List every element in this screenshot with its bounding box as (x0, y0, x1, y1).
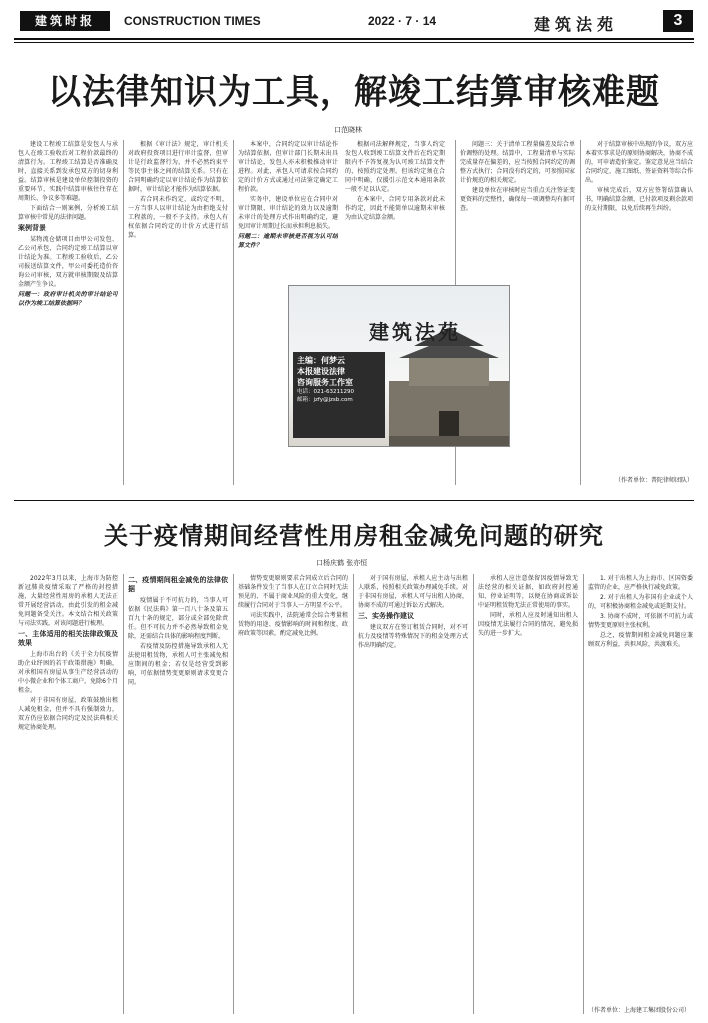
question-heading: 问题一：政府审计机关的审计结论可以作为竣工结算依据吗？ (18, 291, 118, 307)
paragraph: 司法实践中，法院通常会综合考量租赁物的用途、疫情影响的时间和程度、政府政策等因素，酌定减免比例。 (238, 612, 348, 637)
banner-title: 建筑法苑 (369, 320, 461, 344)
paragraph: 1. 对于出租人为上海市、区国资委监管的企业，应严格执行减免政策。 (588, 575, 693, 591)
paragraph: 2022年3月以来，上海市为防控新冠肺炎疫情采取了严格的封控措施，大量经营性用房的承租人无法正常开展经营活动，由此引发的租金减免问题备受关注。本文结合相关政策与司法实践，对该问题进行梳理。 (18, 575, 118, 627)
paragraph: 根据司法解释规定，当事人约定发包人收到竣工结算文件后在约定期限内不予答复视为认可竣工结算文件的，按照约定处理。但该约定须在合同中明确，仅援引示范文本通用条款一般不足以认定。 (345, 141, 445, 193)
section-divider (14, 500, 694, 501)
article2-column-3 (238, 574, 348, 1014)
paragraph: 建设工程竣工结算是发包人与承包人在竣工验收后对工程价款最终的清算行为。工程竣工结算是否准确及时，直接关系到发承包双方的切身利益。结算审核是建设单位控制投资的重要环节，实践中结算审核往往存在周期长、争议多等难题。 (18, 141, 118, 202)
paragraph: 根据《审计法》规定，审计机关对政府投资项目进行审计监督，但审计是行政监督行为，并不必然约束平等民事主体之间的结算关系。只有在合同明确约定以审计结论作为结算依据时，审计结论才能作为结算依据。 (128, 141, 228, 193)
article2-byline: 口杨庆鹤 张亦恒 (316, 559, 368, 567)
paragraph: 上海市出台的《关于全力抗疫情助企业纾困的若干政策措施》明确，对承租国有房屋从事生产经营活动的中小微企业和个体工商户，免除6个月租金。 (18, 651, 118, 694)
question-heading: 问题二：逾期未审核是否视为认可结算文件？ (238, 233, 338, 249)
paragraph: 总之，疫情期间租金减免问题应兼顾双方利益，共担风险，共渡难关。 (588, 632, 693, 648)
paragraph: 实务中，建设单位应在合同中对审计期限、审计结论的效力以及逾期未审计的处理方式作出明确约定，避免因审计周期过长而承担利息损失。 (238, 196, 338, 230)
masthead-rule-thin (14, 42, 694, 43)
paragraph: 若疫情及防控措施导致承租人无法使用租赁物，承租人可主张减免相应期间的租金；若仅是经营受到影响，可依据情势变更原则请求变更合同。 (128, 643, 228, 686)
article2-column-6 (588, 574, 693, 999)
paragraph: 若合同未作约定，或约定不明，一方当事人以审计结论为由拒绝支付工程款的，一般不予支持。承包人有权依据合同约定的计价方式进行结算。 (128, 196, 228, 239)
paragraph: 对于结算审核中出现的争议，双方应本着实事求是的原则协商解决，协商不成的，可申请造价鉴定。鉴定意见应当结合合同约定、施工图纸、签证资料等综合作出。 (585, 141, 693, 184)
paragraph: 某物流仓储项目由甲公司发包、乙公司承包，合同约定竣工结算以审计结论为准。工程竣工验收后，乙公司报送结算文件，甲公司委托造价咨询公司审核，双方就审核期限及结算金额产生争议。 (18, 236, 118, 288)
column-divider (233, 574, 234, 1014)
paragraph: 对于国有房屋，承租人应主动与出租人联系，按照相关政策办理减免手续。对于非国有房屋，承租人可与出租人协商，协商不成的可通过诉讼方式解决。 (358, 575, 468, 609)
paragraph: 建设单位在审核时应当重点关注签证变更资料的完整性，确保每一项调整均有据可查。 (460, 187, 575, 212)
article2-column-4 (358, 574, 468, 1014)
column-divider (123, 574, 124, 1014)
masthead (0, 0, 708, 38)
column-divider (233, 140, 234, 485)
article1-column-6 (585, 140, 693, 470)
paragraph: 建议双方在签订租赁合同时，对不可抗力及疫情等特殊情况下的租金处理方式作出明确约定。 (358, 624, 468, 649)
section-heading: 二、疫情期间租金减免的法律依据 (128, 576, 228, 593)
section-heading: 案例背景 (18, 224, 46, 232)
paper-name: CONSTRUCTION TIMES (124, 14, 261, 28)
article2-headline: 关于疫情期间经营性用房租金减免问题的研究 (104, 522, 604, 550)
article2-column-2 (128, 574, 228, 1014)
paragraph: 承租人应注意保留因疫情导致无法经营的相关证据，如政府封控通知、停业证明等，以便在协商或诉讼中证明租赁物无法正常使用的事实。 (478, 575, 578, 609)
paragraph: 本案中，合同约定以审计结论作为结算依据，但审计部门长期未出具审计结论，发包人亦未积极推动审计进程。对此，承包人可请求按合同约定的计价方式或通过司法鉴定确定工程价款。 (238, 141, 338, 193)
editor-info: 主编：何梦云 本报建设法律 咨询服务工作室 (297, 356, 353, 387)
column-divider (580, 140, 581, 485)
paragraph: 疫情属于不可抗力的，当事人可依据《民法典》第一百八十条及第五百九十条的规定，部分或全部免除责任。但不可抗力并不必然导致租金免除，还需结合具体的影响程度判断。 (128, 597, 228, 640)
article2-column-1 (18, 574, 118, 1014)
paragraph: 审核完成后，双方应签署结算确认书，明确结算金额、已付款项及剩余款项的支付期限，以免后续再生纠纷。 (585, 187, 693, 212)
article2-column-5 (478, 574, 578, 1014)
paragraph: 情势变更原则要求合同成立后合同的基础条件发生了当事人在订立合同时无法预见的、不属于商业风险的重大变化，继续履行合同对于当事人一方明显不公平。 (238, 575, 348, 609)
article1-column-4 (345, 140, 445, 280)
article1-headline: 以法律知识为工具，解竣工结算审核难题 (48, 71, 660, 113)
column-divider (473, 574, 474, 1014)
paragraph: 下面结合一则案例，分析竣工结算审核中常见的法律问题。 (18, 205, 118, 221)
newspaper-logo: 建筑时报 (20, 11, 110, 31)
section-heading: 一、主体适用的相关法律政策及效果 (18, 630, 118, 647)
column-divider (583, 574, 584, 1014)
column-divider (353, 574, 354, 1014)
page-number: 3 (663, 10, 693, 32)
section-name: 建筑法苑 (534, 15, 619, 34)
article1-author-note: （作者单位：普陀律师团队） (615, 477, 694, 484)
paragraph: 2. 对于出租人为非国有企业或个人的，可积极协商租金减免或延期支付。 (588, 594, 693, 610)
paragraph: 问题三：关于清单工程量偏差及综合单价调整的处理。结算中，工程量清单与实际完成量存在偏差的，应当按照合同约定的调整方式执行；合同没有约定的，可参照国家计价规范的相关规定。 (460, 141, 575, 184)
article1-column-1 (18, 140, 118, 485)
publication-date: 2022 · 7 · 14 (368, 14, 437, 28)
article2-author-note: （作者单位：上海建工集团股份公司） (588, 1007, 691, 1014)
paragraph: 在本案中，合同专用条款对此未作约定，因此不能简单以逾期未审核为由认定结算金额。 (345, 196, 445, 221)
paragraph: 3. 协商不成时，可依据不可抗力或情势变更原则主张权利。 (588, 613, 693, 629)
article1-column-3 (238, 140, 338, 280)
editor-info-box (293, 352, 385, 438)
contact-info: 电话：021-63211290 邮箱：jzfy@jzsb.com (297, 389, 354, 403)
article1-column-2 (128, 140, 228, 485)
paragraph: 对于非国有房屋，政策鼓励出租人减免租金，但并不具有强制效力，双方仍应依据合同约定及民法典相关规定协商处理。 (18, 697, 118, 731)
article1-byline: 口范晓林 (334, 126, 362, 134)
section-banner-photo (288, 285, 510, 447)
paragraph: 同时，承租人应及时通知出租人因疫情无法履行合同的情况，避免损失的进一步扩大。 (478, 612, 578, 637)
section-heading: 三、实务操作建议 (358, 612, 414, 620)
masthead-rule (14, 38, 694, 40)
column-divider (123, 140, 124, 485)
